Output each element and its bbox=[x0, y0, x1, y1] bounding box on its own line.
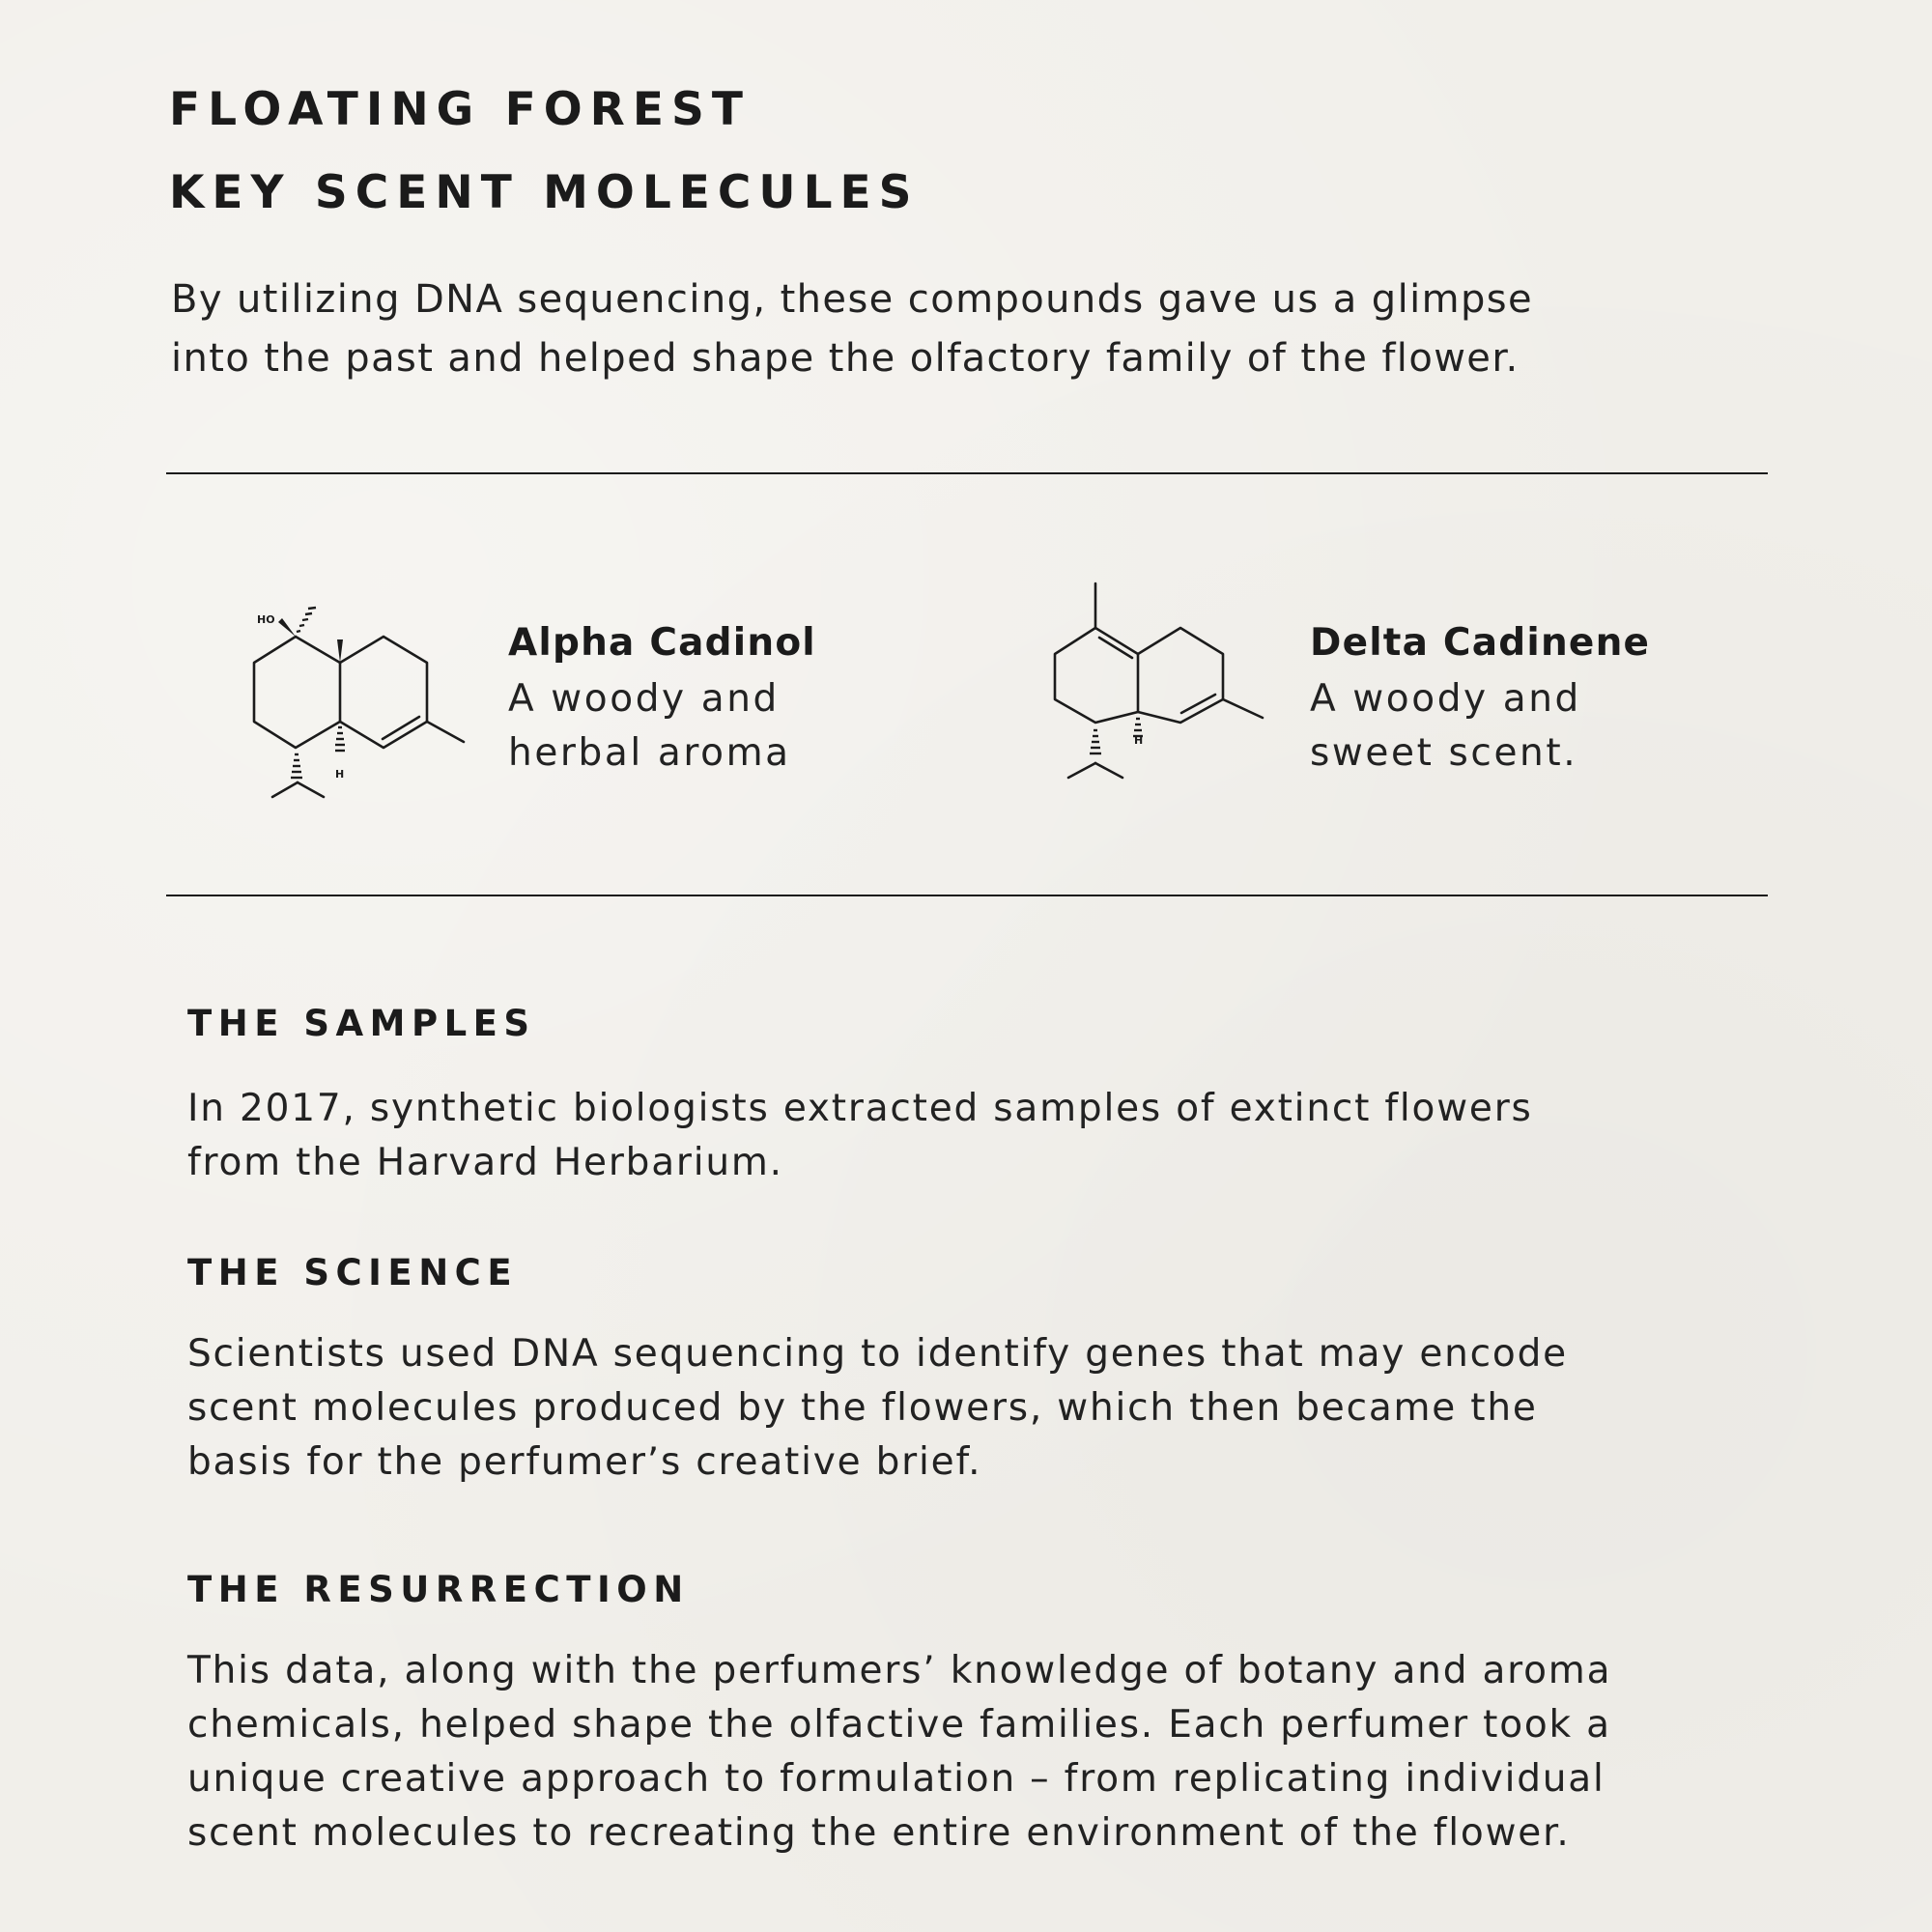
divider-top bbox=[166, 472, 1768, 474]
body-line: scent molecules to recreating the entire environment of the flower. bbox=[187, 1811, 1571, 1855]
body-line: unique creative approach to formulation – from replicating individual bbox=[187, 1757, 1605, 1801]
description-line: herbal aroma bbox=[508, 731, 791, 775]
body-line: basis for the perfumer’s creative brief. bbox=[187, 1440, 982, 1484]
intro-line: By utilizing DNA sequencing, these compounds gave us a glimpse bbox=[171, 277, 1534, 322]
page-title-line2: KEY SCENT MOLECULES bbox=[169, 166, 920, 219]
body-line: from the Harvard Herbarium. bbox=[187, 1141, 783, 1184]
hydrogen-label: H bbox=[1134, 734, 1144, 747]
description-line: sweet scent. bbox=[1310, 731, 1578, 775]
section-body-science bbox=[187, 1327, 1568, 1490]
body-line: This data, along with the perfumers’ knowledge of botany and aroma bbox=[187, 1649, 1612, 1692]
divider-bottom bbox=[166, 895, 1768, 896]
hydroxyl-label: HO bbox=[257, 613, 275, 626]
section-body-resurrection bbox=[187, 1644, 1611, 1861]
intro-paragraph bbox=[171, 270, 1678, 388]
section-heading-samples: THE SAMPLES bbox=[187, 1003, 536, 1044]
molecule-name-delta-cadinene: Delta Cadinene bbox=[1310, 621, 1651, 665]
description-line: A woody and bbox=[1310, 677, 1581, 721]
molecule-description-delta-cadinene bbox=[1310, 672, 1581, 781]
description-line: A woody and bbox=[508, 677, 780, 721]
molecule-name-alpha-cadinol: Alpha Cadinol bbox=[508, 621, 816, 665]
body-line: Scientists used DNA sequencing to identify genes that may encode bbox=[187, 1332, 1568, 1376]
page-title-line1: FLOATING FOREST bbox=[169, 83, 751, 136]
hydrogen-label: H bbox=[335, 768, 345, 781]
section-body-samples bbox=[187, 1082, 1533, 1190]
molecule-description-alpha-cadinol bbox=[508, 672, 791, 781]
alpha-cadinol-structure-icon bbox=[246, 604, 478, 816]
section-heading-resurrection: THE RESURRECTION bbox=[187, 1569, 690, 1610]
delta-cadinene-structure-icon bbox=[1043, 578, 1275, 790]
body-line: chemicals, helped shape the olfactive families. Each perfumer took a bbox=[187, 1703, 1611, 1747]
body-line: In 2017, synthetic biologists extracted samples of extinct flowers bbox=[187, 1087, 1533, 1130]
body-line: scent molecules produced by the flowers, which then became the bbox=[187, 1386, 1538, 1430]
intro-line: into the past and helped shape the olfactory family of the flower. bbox=[171, 336, 1520, 381]
section-heading-science: THE SCIENCE bbox=[187, 1252, 519, 1293]
